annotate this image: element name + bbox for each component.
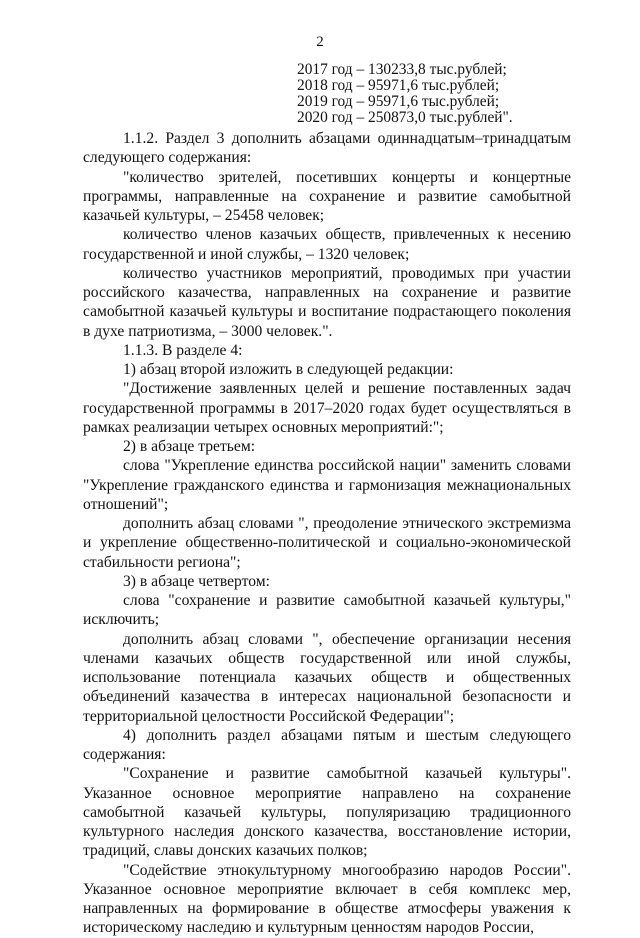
paragraph-1-1-3: 1.1.3. В разделе 4: [123, 341, 243, 359]
document-body [83, 129, 571, 938]
paragraph-1-1-2: 1.1.2. Раздел 3 дополнить абзацами одиннадцатым–тринадцатым следующего содержания: [83, 130, 571, 167]
paragraph-event-participants: количество участников мероприятий, проводимых при участии российского казачества, направленных на сохранение и развитие самобытной казачьей культуры и воспитание подрастающего поколения в духе патриотизма, – 3000 человек.". [83, 264, 571, 340]
page-number: 2 [316, 34, 324, 50]
budget-by-year-list [297, 62, 513, 126]
budget-line-2019: 2019 год – 95971,6 тыс.рублей; [297, 93, 500, 110]
paragraph-item-3: 3) в абзаце четвертом: [123, 572, 270, 590]
paragraph-culture-preservation: "Сохранение и развитие самобытной казачьей культуры". Указанное основное мероприятие направлено на сохранение самобытной казачьей культуры, популяризацию традиционного культурного наследия донского казачества, восстановление истории, традиций, славы донских казачьих полков; [83, 765, 571, 860]
paragraph-item-4: 4) дополнить раздел абзацами пятым и шестым следующего содержания: [83, 726, 571, 763]
paragraph-cossack-members: количество членов казачьих обществ, привлеченных к несению государственной и иной службы, – 1320 человек; [83, 226, 571, 263]
paragraph-add-words-service: дополнить абзац словами ", обеспечение организации несения членами казачьих обществ государственной или иной службы, использование потенциала казачьих обществ и общественных объединений казачества в интересах национальной безопасности и территориальной целостности Российской Федерации"; [83, 630, 571, 725]
paragraph-replace-words: слова "Укрепление единства российской нации" заменить словами "Укрепление гражданского единства и гармонизация межнациональных отношений"; [83, 457, 571, 513]
paragraph-new-wording: "Достижение заявленных целей и решение поставленных задач государственной программы в 2017–2020 годах будет осуществляться в рамках реализации четырех основных мероприятий:"; [83, 380, 571, 436]
paragraph-spectators: "количество зрителей, посетивших концерты и концертные программы, направленные на сохранение и развитие самобытной казачьей культуры, – 25458 человек; [83, 168, 571, 224]
budget-line-2018: 2018 год – 95971,6 тыс.рублей; [297, 77, 500, 94]
paragraph-add-words-extremism: дополнить абзац словами ", преодоление этнического экстремизма и укрепление общественно-политической и социально-экономической стабильности региона"; [83, 515, 571, 571]
paragraph-item-1: 1) абзац второй изложить в следующей редакции: [123, 361, 454, 378]
budget-line-2020: 2020 год – 250873,0 тыс.рублей". [297, 109, 513, 126]
paragraph-ethnocultural-diversity: "Содействие этнокультурному многообразию народов России". Указанное основное мероприятие включает в себя комплекс мер, направленных на формирование в обществе атмосферы уважения к историческому наследию и культурным ценностям народов России, [83, 861, 571, 937]
paragraph-item-2: 2) в абзаце третьем: [123, 438, 256, 455]
paragraph-exclude-words: слова "сохранение и развитие самобытной казачьей культуры," исключить; [83, 592, 571, 629]
budget-line-2017: 2017 год – 130233,8 тыс.рублей; [297, 61, 507, 78]
